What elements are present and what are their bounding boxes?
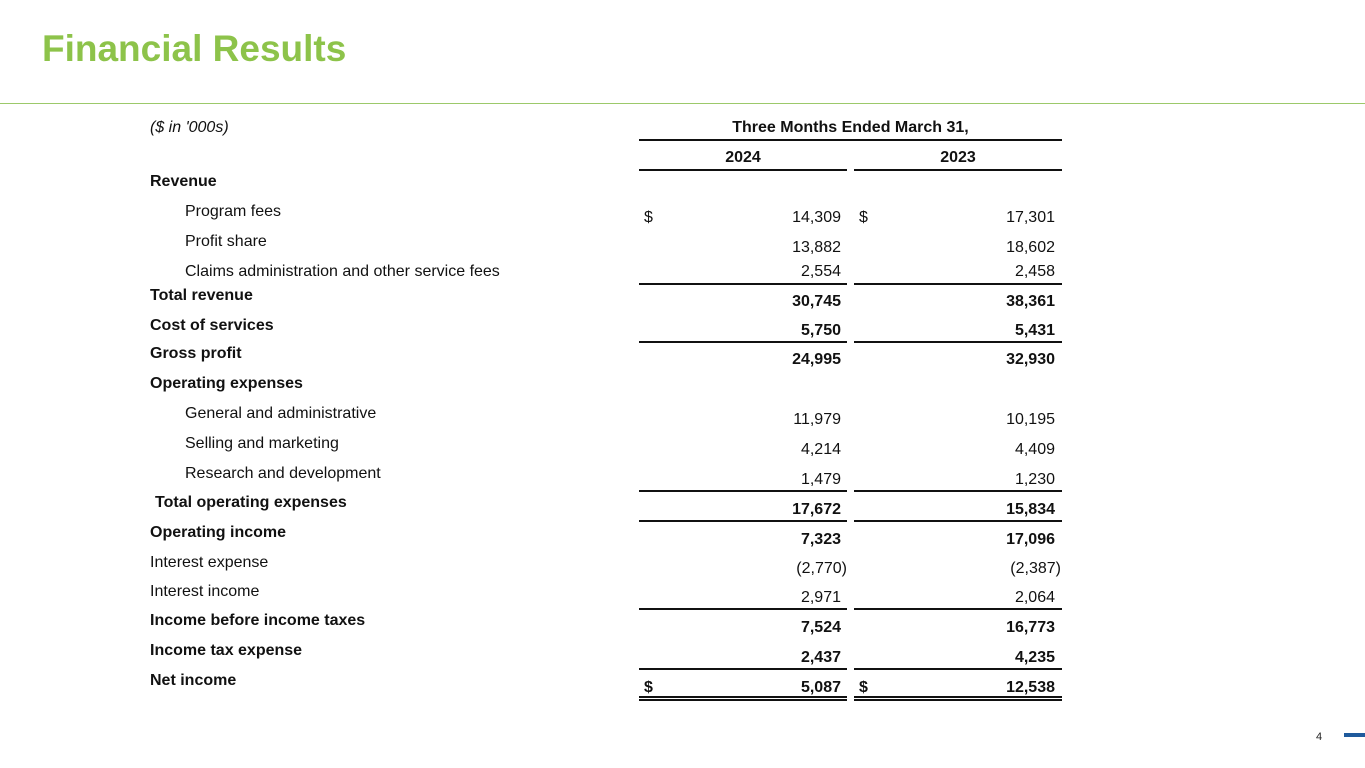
row-label-income-before-income-taxes: Income before income taxes [150, 612, 366, 629]
row-label-research-and-development: Research and development [185, 465, 381, 482]
subtotal-rule [854, 490, 1062, 492]
value-2023-interest-expense: (2,387) [1010, 560, 1061, 577]
row-label-revenue: Revenue [150, 173, 217, 190]
subtotal-rule [639, 490, 847, 492]
subtotal-rule [854, 520, 1062, 522]
subtotal-rule [639, 668, 847, 670]
row-label-selling-and-marketing: Selling and marketing [185, 435, 339, 452]
subtotal-rule [854, 668, 1062, 670]
value-2023-research-and-development: 1,230 [1014, 471, 1055, 488]
value-2024-income-tax-expense: 2,437 [800, 649, 841, 666]
page-number: 4 [1316, 731, 1323, 743]
value-2023-total-operating-expenses: 15,834 [1006, 501, 1055, 518]
value-2024-interest-income: 2,971 [800, 589, 841, 606]
value-2024-general-and-administrative: 11,979 [793, 411, 841, 428]
subtotal-rule [639, 608, 847, 610]
year-2023-header: 2023 [940, 149, 976, 166]
subtotal-rule [854, 283, 1062, 285]
value-2024-program-fees: 14,309 [792, 209, 841, 226]
value-2023-cost-of-services: 5,431 [1014, 322, 1055, 339]
period-header: Three Months Ended March 31, [732, 119, 969, 136]
value-2024-income-before-income-taxes: 7,524 [800, 619, 841, 636]
year-2024-underline [639, 169, 847, 171]
corner-accent-bar [1344, 733, 1365, 737]
row-label-gross-profit: Gross profit [150, 345, 242, 362]
currency-symbol: $ [859, 679, 868, 696]
row-label-net-income: Net income [150, 672, 237, 689]
page-title: Financial Results [42, 28, 347, 69]
title-divider [0, 103, 1365, 104]
value-2024-research-and-development: 1,479 [800, 471, 841, 488]
row-label-general-and-administrative: General and administrative [185, 405, 377, 422]
subtotal-rule [854, 608, 1062, 610]
row-label-program-fees: Program fees [185, 203, 282, 220]
value-2023-claims-administration-and-other-service-fees: 2,458 [1014, 263, 1055, 280]
value-2023-selling-and-marketing: 4,409 [1014, 441, 1055, 458]
value-2023-total-revenue: 38,361 [1006, 293, 1055, 310]
row-label-cost-of-services: Cost of services [150, 317, 274, 334]
value-2023-operating-income: 17,096 [1006, 531, 1055, 548]
value-2024-total-operating-expenses: 17,672 [792, 501, 841, 518]
value-2023-gross-profit: 32,930 [1006, 351, 1055, 368]
total-double-rule [639, 696, 847, 701]
subtotal-rule [639, 520, 847, 522]
value-2024-selling-and-marketing: 4,214 [800, 441, 841, 458]
value-2024-net-income: 5,087 [800, 679, 841, 696]
row-label-income-tax-expense: Income tax expense [150, 642, 303, 659]
header-underline [639, 139, 1062, 141]
value-2024-cost-of-services: 5,750 [800, 322, 841, 339]
year-2023-underline [854, 169, 1062, 171]
value-2023-program-fees: 17,301 [1006, 209, 1055, 226]
subtotal-rule [639, 341, 847, 343]
currency-symbol: $ [859, 209, 868, 226]
row-label-profit-share: Profit share [185, 233, 267, 250]
value-2023-general-and-administrative: 10,195 [1006, 411, 1055, 428]
currency-symbol: $ [644, 679, 653, 696]
subtotal-rule [639, 283, 847, 285]
value-2023-interest-income: 2,064 [1014, 589, 1055, 606]
value-2023-income-before-income-taxes: 16,773 [1006, 619, 1055, 636]
row-label-operating-income: Operating income [150, 524, 287, 541]
total-double-rule [854, 696, 1062, 701]
units-note: ($ in '000s) [150, 119, 229, 136]
row-label-total-revenue: Total revenue [150, 287, 253, 304]
value-2023-net-income: 12,538 [1006, 679, 1055, 696]
row-label-interest-income: Interest income [150, 583, 260, 600]
value-2024-interest-expense: (2,770) [796, 560, 847, 577]
value-2024-profit-share: 13,882 [792, 239, 841, 256]
row-label-claims-administration-and-other-service-fees: Claims administration and other service fees [185, 263, 500, 280]
row-label-total-operating-expenses: Total operating expenses [155, 494, 347, 511]
value-2024-claims-administration-and-other-service-fees: 2,554 [800, 263, 841, 280]
value-2024-operating-income: 7,323 [800, 531, 841, 548]
value-2024-total-revenue: 30,745 [792, 293, 841, 310]
year-2024-header: 2024 [725, 149, 761, 166]
subtotal-rule [854, 341, 1062, 343]
row-label-interest-expense: Interest expense [150, 554, 269, 571]
value-2024-gross-profit: 24,995 [792, 351, 841, 368]
row-label-operating-expenses: Operating expenses [150, 375, 303, 392]
value-2023-income-tax-expense: 4,235 [1014, 649, 1055, 666]
currency-symbol: $ [644, 209, 653, 226]
value-2023-profit-share: 18,602 [1006, 239, 1055, 256]
